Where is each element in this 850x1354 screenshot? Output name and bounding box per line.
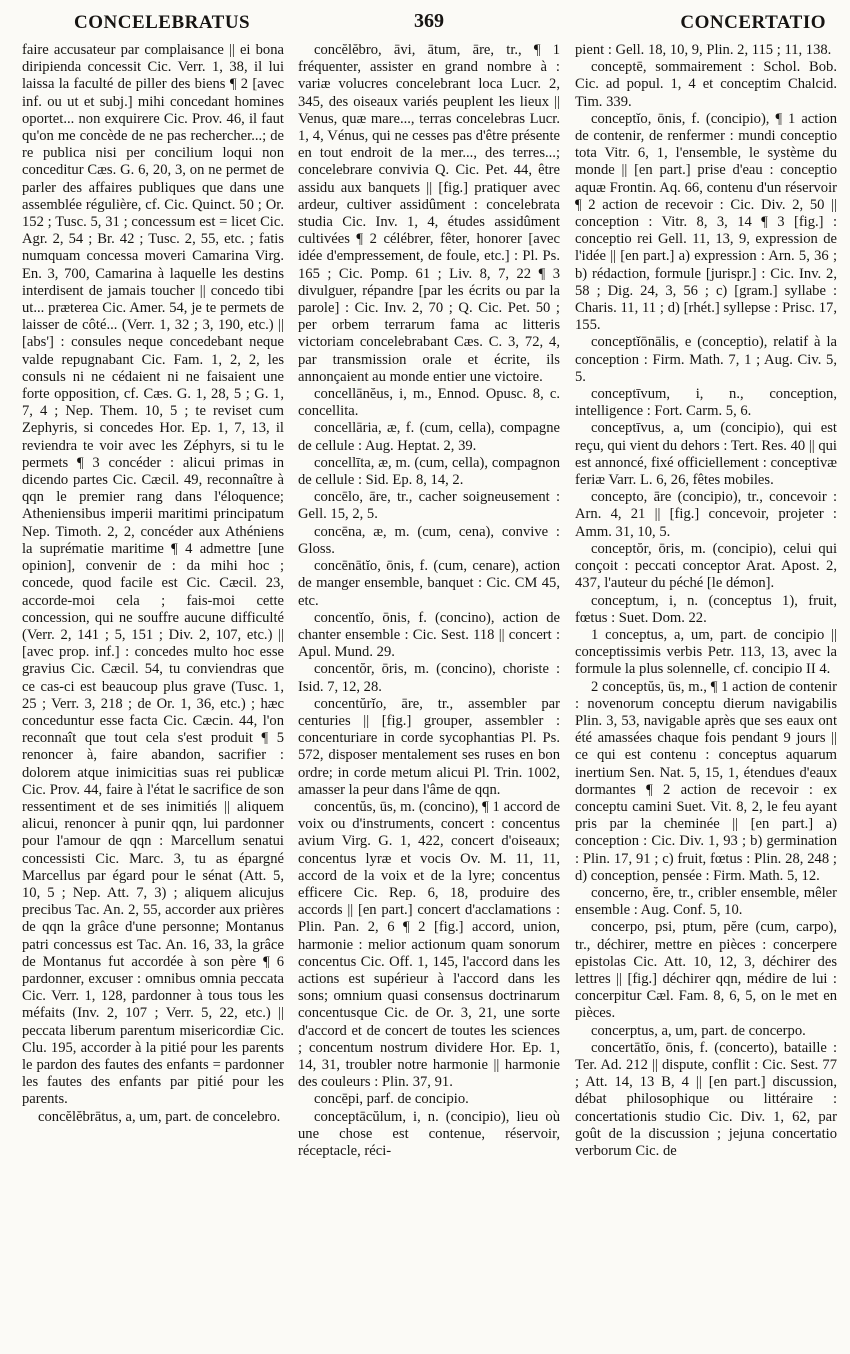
entry-text: conceptŏr, ōris, m. (concipio), celui qui conçoit : peccati conceptor Arat. Apost. 2, 437, l'auteur du péché [le démon]. [575, 540, 837, 592]
entry-text: conceptē, sommairement : Schol. Bob. Cic. ad popul. 1, 4 et conceptim Chalcid. Tim. 339. [575, 59, 837, 110]
entry-text: concentĭo, ōnis, f. (concino), action de chanter ensemble : Cic. Sest. 118 || concert : Apul. Mund. 29. [298, 609, 560, 661]
entry-text: concellāria, æ, f. (cum, cella), compagne de cellule : Aug. Heptat. 2, 39. [298, 420, 560, 454]
entry-text: concepto, āre (concipio), tr., concevoir : Arn. 4, 21 || [fig.] concevoir, projeter : Amm. 31, 10, 5. [575, 489, 837, 540]
entry-text: 1 conceptus, a, um, part. de concipio || conceptissimis verbis Petr. 113, 13, avec la formule la plus solennelle, cf. concipio II 4. [575, 626, 837, 678]
entry-text: concēna, æ, m. (cum, cena), convive : Gloss. [298, 523, 560, 557]
entry-text: faire accusateur par complaisance || ei bona diripienda concessit Cic. Verr. 1, 38, il lui laissa la faculté de piller des biens ¶ 2 [avec inf. ou ut et subj.] mihi concedant homines oportet... non exquirere Cic. Prov. 46, il faut qu'on me concède de ne pas rechercher...; de re publica nisi per concilium loqui non conceditur Cæs. G. 6, 20, 3, on ne permet de parler des affaires publiques que dans une assemblée régulière, cf. Cic. Quinct. 50 ; Or. 152 ; Tusc. 5, 31 ; concessum est = licet Cic. Agr. 2, 54 ; Br. 42 ; Tusc. 2, 55, etc. ; fatis numquam concessa moveri Camarina Virg. En. 3, 700, Camarina à laquelle les destins interdisent de jamais toucher || concedo tibi ut... præterea Cic. Amer. 54, je te permets de laisser de côté... (Verr. 1, 32 ; 3, 190, etc.) || [abs'] : consules neque concedebant neque valde repugnabant Cic. Fam. 1, 2, 2, les consuls ni ne cédaient ni ne faisaient une forte opposition, cf. Cæs. G. 1, 28, 5 ; G. 1, 7, 4 ; Nep. Them. 10, 5 ; te reviset cum Zephyris, si concedes Hor. Ep. 1, 7, 13, il reviendra te voir avec les Zéphyrs, si tu le permets ¶ 3 concéder : alicui primas in dicendo partes Cic. Cæcil. 49, reconnaître à qqn le premier rang dans l'éloquence; Atheniensibus imperii maritimi principatum Nep. Timoth. 2, 2, concéder aux Athéniens la suprématie maritime ¶ 4 admettre [une opinion], convenir de : da mihi hoc ; concede, quod facile est Cic. Cæcil. 23, accorde-moi cela ; fais-moi cette concession, qui ne souffre aucune difficulté (Verr. 2, 141 ; 5, 151 ; Div. 2, 107, etc.) || [avec prop. inf.] : concedes multo hoc esse gravius Cic. Cæcil. 54, tu conviendras que ce cas-ci est beaucoup plus grave (Tusc. 1, 25 ; Verr. 3, 218 ; de Or. 1, 36, etc.) ; hæc conceduntur esse facta Cic. Cæcin. 44, l'on reconnaît que tout cela s'est produit ¶ 5 renoncer à, faire abandon, sacrifier : dolorem atque inimicitias suas rei publicæ Cic. Prov. 44, faire à l'état le sacrifice de son ressentiment et de ses inimitiés || aliquem alicui, renoncer à punir qqn, lui pardonner pour l'amour de qqn : Marcellum senatui concessisti Cic. Marc. 3, tu as épargné Marcellus par égard pour le sénat (Att. 5, 10, 5 ; Nep. Att. 7, 3) ; aliquem alicujus precibus Tac. An. 2, 55, accorder aux prières de qqn la grâce d'une personne; Montanus patri concessus est Tac. An. 16, 33, la grâce de Montanus fut accordée à son père ¶ 6 pardonner, excuser : omnibus omnia peccata Cic. Verr. 1, 128, pardonner à tous tous les méfaits (Inv. 2, 107 ; Verr. 5, 22, etc.) || peccata liberum parentum misericordiæ Cic. Clu. 195, accorder à la pitié pour les parents le pardon des fautes des enfants = pardonner les fautes des enfants par pitié pour les parents. [22, 42, 284, 1108]
entry-text: conceptīvus, a, um (concipio), qui est reçu, qui vient du dehors : Tert. Res. 40 || qui est annoncé, fixé officiellement : conceptivæ feriæ Varr. L. 6, 26, fêtes mobiles. [575, 420, 837, 489]
entry-text: 2 conceptŭs, ūs, m., ¶ 1 action de contenir : novenorum conceptu dierum navigabilis Plin. 3, 53, navigable après que ses eaux ont été amassées chaque fois pendant 9 jours || ce qui est contenu : conceptus aquarum inertium Sen. Nat. 5, 15, 1, étendues d'eaux dormantes ¶ 2 action de recevoir : ex conceptu camini Suet. Vit. 8, 2, le feu ayant pris par la cheminée || [en part.] a) conception : Cic. Div. 1, 93 ; b) germination : Plin. 17, 91 ; c) fruit, fœtus : Plin. 28, 248 ; d) conception, pensée : Firm. Math. 5, 12. [575, 678, 837, 884]
page-number: 369 [414, 10, 444, 32]
entry-text: conceptĭōnālis, e (conceptio), relatif à la conception : Firm. Math. 7, 1 ; Aug. Civ. 5, 5. [575, 334, 837, 385]
column-3 [575, 42, 837, 1342]
column-1 [22, 42, 284, 1342]
entry-text: concēlo, āre, tr., cacher soigneusement : Gell. 15, 2, 5. [298, 489, 560, 523]
entry-text: concĕlĕbro, āvi, ātum, āre, tr., ¶ 1 fréquenter, assister en grand nombre à : variæ volucres concelebrant loca Lucr. 2, 345, des oiseaux variés peuplent les lieux || Venus, quæ mare..., terras concelebras Lucr. 1, 4, Vénus, qui ne cesses pas d'être présente en tout endroit de la mer..., des terres...; concelebrare convivia Q. Cic. Pet. 44, être assidu aux banquets || [fig.] pratiquer avec ardeur, cultiver assidûment : concelebrata studia Cic. Inv. 1, 4, études assidûment cultivées ¶ 2 célébrer, fêter, honorer [avec idée d'empressement, de foule, etc.] : Pl. Ps. 165 ; Cic. Pomp. 61 ; Liv. 8, 7, 22 ¶ 3 divulguer, répandre [par les écrits ou par la parole] : Cic. Inv. 2, 70 ; Q. Cic. Pet. 50 ; per orbem terrarum fama ac litteris victoriam concelebrabant Cæs. C. 3, 72, 4, par transmission orale et écrite, ils annonçaient au monde entier une victoire. [298, 42, 560, 385]
entry-text: conceptācŭlum, i, n. (concipio), lieu où une chose est contenue, réservoir, réceptacle, réci- [298, 1108, 560, 1159]
entry-text: concellānĕus, i, m., Ennod. Opusc. 8, c. concellita. [298, 386, 560, 420]
entry-text: concēpi, parf. de concipio. [314, 1091, 469, 1108]
entry-text: concerpo, psi, ptum, pĕre (cum, carpo), tr., déchirer, mettre en pièces : concerpere epistolas Cic. Att. 10, 12, 3, déchirer des lettres || [fig.] déchirer qqn, médire de lui : concerpitur Cæl. Fam. 8, 6, 5, on le met en pièces. [575, 919, 837, 1022]
entry-text: conceptĭo, ōnis, f. (concipio), ¶ 1 action de contenir, de renfermer : mundi conceptio tota Vitr. 6, 1, l'ensemble, le système du monde || [en part.] prise d'eau : conceptio aquæ Frontin. Aq. 66, contenu d'un réservoir ¶ 2 action de recevoir : Cic. Div. 2, 50 || conception : Vitr. 8, 3, 14 ¶ 3 [fig.] : conceptio rei Gell. 11, 13, 9, expression de l'idée || [en part.] a) expression : Arn. 5, 36 ; b) rédaction, formule [jurispr.] : Cic. Inv. 2, 58 ; Dig. 24, 3, 56 ; c) [gram.] syllabe : Charis. 11, 11 ; d) [rhét.] syllepse : Prisc. 17, 155. [575, 110, 837, 334]
entry-text: concerno, ĕre, tr., cribler ensemble, mêler ensemble : Aug. Conf. 5, 10. [575, 884, 837, 919]
entry-text: concĕlĕbrātus, a, um, part. de concelebro. [38, 1108, 281, 1125]
entry-text: concertātĭo, ōnis, f. (concerto), bataille : Ter. Ad. 212 || dispute, conflit : Cic. Sest. 77 ; Att. 14, 13 B, 4 || [en part.] discussion, débat philosophique ou littéraire : concertationis studio Cic. Div. 1, 62, par goût de la discussion ; jejuna concertatio verborum Cic. de [575, 1039, 837, 1159]
entry-text: concentŭs, ūs, m. (concino), ¶ 1 accord de voix ou d'instruments, concert : concentus avium Virg. G. 1, 422, concert d'oiseaux; concentus lyræ et vocis Ov. M. 11, 11, accord de la voix et de la lyre; concentus efficere Cic. Rep. 6, 18, produire des accords || [en part.] concert d'acclamations : Plin. Pan. 2, 6 ¶ 2 [fig.] accord, union, harmonie : melior actionum quam sonorum concentus Cic. Off. 1, 145, l'accord dans les actions est supérieur à l'accord dans les sons; omnium quasi consensus doctrinarum concentusque Cic. de Or. 3, 21, une sorte d'accord et de concert de toutes les sciences ; concentum nostrum dividere Hor. Ep. 1, 14, 31, troubler notre harmonie || harmonie des couleurs : Plin. 37, 91. [298, 798, 560, 1091]
entry-text: pient : Gell. 18, 10, 9, Plin. 2, 115 ; 11, 138. [575, 42, 832, 58]
entry-text: concentŭrĭo, āre, tr., assembler par centuries || [fig.] grouper, assembler : concenturiare in corde sycophantias Pl. Ps. 572, disposer mentalement ses ruses en bon ordre; in corde metum alicui Pl. Trin. 1002, amasser la peur dans l'âme de qqn. [298, 695, 560, 798]
entry-text: concerptus, a, um, part. de concerpo. [591, 1022, 806, 1039]
column-2 [298, 42, 560, 1342]
entry-text: concēnātĭo, ōnis, f. (cum, cenare), action de manger ensemble, banquet : Cic. CM 45, etc. [298, 558, 560, 609]
entry-text: concellīta, æ, m. (cum, cella), compagnon de cellule : Sid. Ep. 8, 14, 2. [298, 454, 560, 489]
left-guide-word: CONCELEBRATUS [74, 12, 251, 33]
entry-text: concentŏr, ōris, m. (concino), choriste : Isid. 7, 12, 28. [298, 661, 560, 695]
entry-text: conceptīvum, i, n., conception, intelligence : Fort. Carm. 5, 6. [575, 386, 837, 420]
right-guide-word: CONCERTATIO [680, 12, 826, 33]
entry-text: conceptum, i, n. (conceptus 1), fruit, fœtus : Suet. Dom. 22. [575, 592, 837, 626]
page-header [0, 8, 850, 40]
